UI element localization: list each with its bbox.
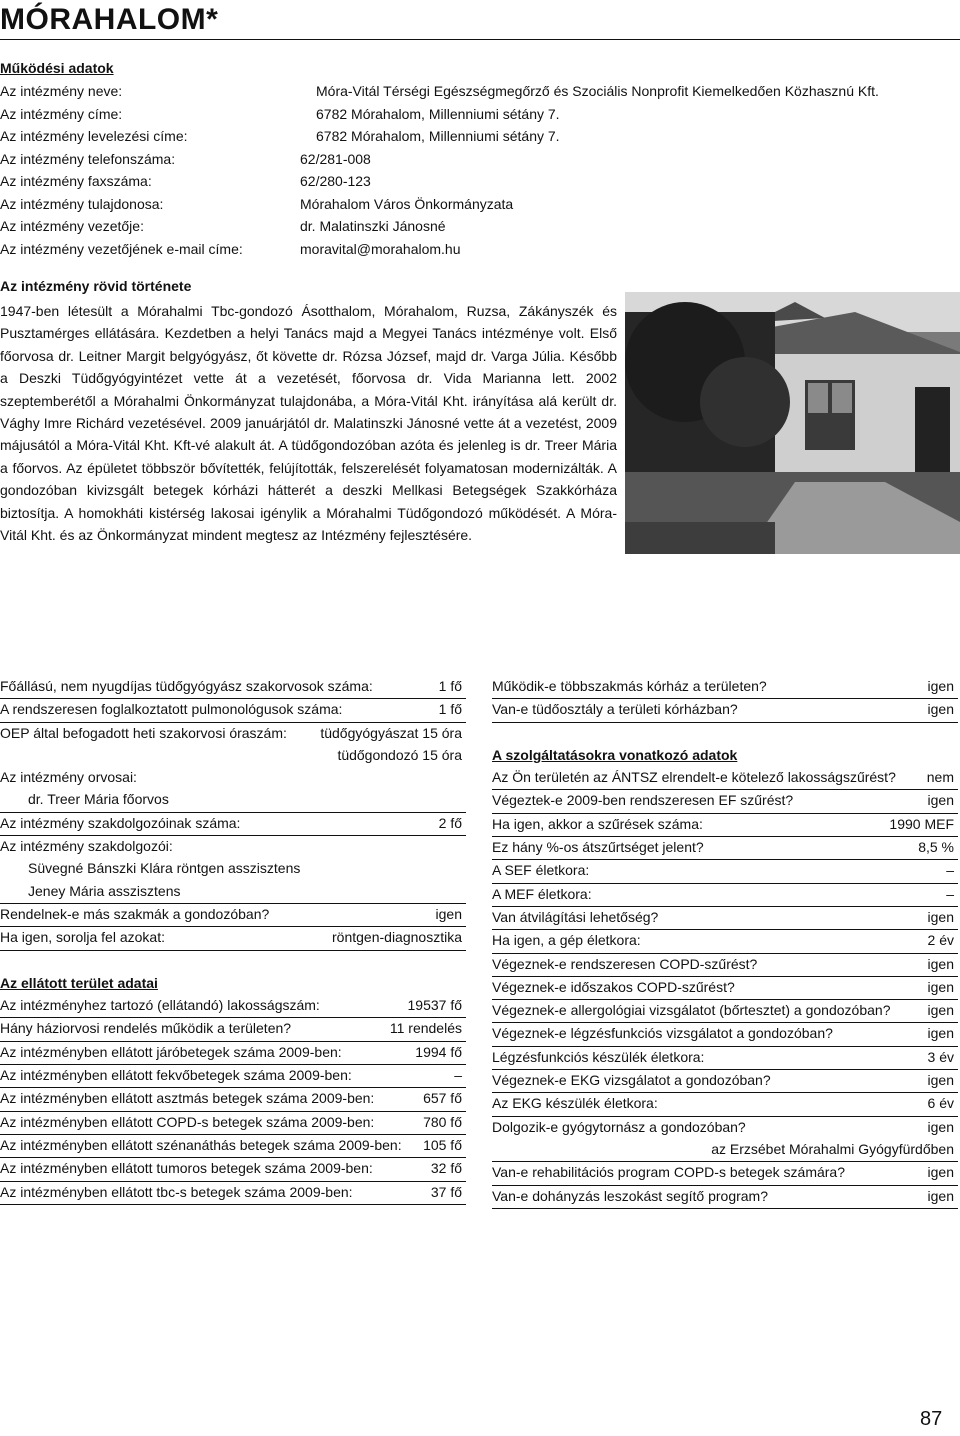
op-row bbox=[0, 150, 960, 173]
data-row bbox=[0, 1112, 466, 1135]
row-value: igen bbox=[927, 978, 954, 995]
row-value: 3 év bbox=[927, 1048, 954, 1065]
op-value: Móra-Vitál Térségi Egészségmegőrző és Szociális Nonprofit Kiemelkedően Közhasznú Kft. bbox=[316, 83, 879, 99]
row-value: 1 fő bbox=[438, 701, 462, 718]
data-row bbox=[0, 995, 466, 1018]
row-label: Ez hány %-os átszűrtséget jelent? bbox=[492, 839, 704, 856]
row-value: igen bbox=[927, 1072, 954, 1089]
data-row bbox=[492, 699, 958, 722]
data-row bbox=[492, 884, 958, 907]
row-label: Az EKG készülék életkora: bbox=[492, 1095, 658, 1112]
data-row bbox=[0, 813, 466, 836]
row-label: A rendszeresen foglalkoztatott pulmonológusok száma: bbox=[0, 701, 343, 718]
row-value: igen bbox=[927, 1164, 954, 1181]
op-row bbox=[0, 105, 960, 128]
data-row bbox=[0, 1042, 466, 1065]
data-row bbox=[0, 1182, 466, 1205]
row-label: Az intézményben ellátott asztmás betegek száma 2009-ben: bbox=[0, 1090, 375, 1107]
row-label: A SEF életkora: bbox=[492, 862, 590, 879]
op-row bbox=[0, 82, 960, 105]
operating-data-list bbox=[0, 82, 960, 262]
data-row bbox=[0, 1088, 466, 1111]
row-label: Az intézmény szakdolgozóinak száma: bbox=[0, 814, 241, 831]
history-heading: Az intézmény rövid története bbox=[0, 278, 192, 294]
row-value: tüdőgyógyászat 15 óra bbox=[320, 724, 462, 741]
row-value: 657 fő bbox=[423, 1090, 462, 1107]
op-value: dr. Malatinszki Jánosné bbox=[300, 218, 446, 234]
staff-item: Süvegné Bánszki Klára röntgen asszisztens bbox=[28, 860, 301, 877]
row-value: igen bbox=[927, 1187, 954, 1204]
op-label: Az intézmény vezetőjének e-mail címe: bbox=[0, 240, 243, 257]
data-row bbox=[492, 1000, 958, 1023]
row-label: Az intézményben ellátott fekvőbetegek száma 2009-ben: bbox=[0, 1067, 352, 1084]
row-label: Van-e rehabilitációs program COPD-s betegek számára? bbox=[492, 1164, 846, 1181]
row-label: Hány háziorvosi rendelés működik a területen? bbox=[0, 1020, 292, 1037]
row-label: Végeznek-e rendszeresen COPD-szűrést? bbox=[492, 955, 758, 972]
row-value: igen bbox=[927, 955, 954, 972]
page-title: MÓRAHALOM* bbox=[0, 3, 219, 36]
doctors-label: Az intézmény orvosai: bbox=[0, 769, 137, 786]
op-row bbox=[0, 240, 960, 263]
op-label: Az intézmény levelezési címe: bbox=[0, 128, 188, 144]
row-label: Az Ön területén az ÁNTSZ elrendelt-e kötelező lakosságszűrést? bbox=[492, 769, 896, 786]
row-label: Az intézményben ellátott szénanáthás betegek száma 2009-ben: bbox=[0, 1136, 402, 1153]
row-value: 37 fő bbox=[430, 1183, 462, 1200]
row-value: – bbox=[946, 885, 954, 902]
op-value: 6782 Mórahalom, Millenniumi sétány 7. bbox=[316, 128, 560, 144]
row-label: Végeznek-e időszakos COPD-szűrést? bbox=[492, 978, 735, 995]
row-value: 11 rendelés bbox=[389, 1020, 462, 1037]
right-column bbox=[492, 676, 958, 1209]
row-label: Végeznek-e EKG vizsgálatot a gondozóban? bbox=[492, 1072, 771, 1089]
row-value: igen bbox=[927, 678, 954, 694]
op-label: Az intézmény címe: bbox=[0, 105, 123, 122]
row-value: igen bbox=[927, 792, 954, 809]
data-row bbox=[492, 676, 958, 699]
op-row bbox=[0, 195, 960, 218]
row-label: Dolgozik-e gyógytornász a gondozóban? bbox=[492, 1118, 746, 1135]
op-value: moravital@morahalom.hu bbox=[300, 240, 461, 257]
data-row bbox=[0, 1135, 466, 1158]
data-row bbox=[0, 1018, 466, 1041]
row-label: OEP által befogadott heti szakorvosi óraszám: bbox=[0, 724, 287, 741]
data-row bbox=[0, 699, 466, 722]
operating-data-heading: Működési adatok bbox=[0, 60, 114, 76]
row-value: igen bbox=[927, 1002, 954, 1019]
row-label: Az intézményhez tartozó (ellátandó) lakosságszám: bbox=[0, 997, 320, 1014]
row-value: 1 fő bbox=[438, 678, 462, 694]
data-row bbox=[0, 676, 466, 699]
doctor-item: dr. Treer Mária főorvos bbox=[0, 789, 466, 812]
row-label: Van-e tüdőosztály a területi kórházban? bbox=[492, 701, 738, 718]
row-label: Rendelnek-e más szakmák a gondozóban? bbox=[0, 905, 270, 922]
row-label: Főállású, nem nyugdíjas tüdőgyógyász szakorvosok száma: bbox=[0, 678, 373, 694]
data-row bbox=[492, 954, 958, 977]
op-label: Az intézmény neve: bbox=[0, 83, 123, 99]
op-value: 62/280-123 bbox=[300, 173, 371, 189]
op-value: 6782 Mórahalom, Millenniumi sétány 7. bbox=[316, 105, 560, 122]
op-value: 62/281-008 bbox=[300, 150, 371, 167]
row-label: Van átvilágítási lehetőség? bbox=[492, 908, 659, 925]
row-label: Az intézményben ellátott tumoros betegek száma 2009-ben: bbox=[0, 1160, 373, 1177]
row-value: 1990 MEF bbox=[889, 815, 954, 832]
row-value: 1994 fő bbox=[415, 1043, 462, 1060]
data-row bbox=[492, 1093, 958, 1116]
row-label: A MEF életkora: bbox=[492, 885, 592, 902]
op-value: Mórahalom Város Önkormányzata bbox=[300, 195, 514, 212]
data-row bbox=[492, 814, 958, 837]
data-row bbox=[492, 767, 958, 790]
row-value: 32 fő bbox=[430, 1160, 462, 1177]
row-label: Az intézményben ellátott COPD-s betegek száma 2009-ben: bbox=[0, 1113, 375, 1130]
row-value: igen bbox=[927, 908, 954, 925]
op-label: Az intézmény tulajdonosa: bbox=[0, 195, 164, 212]
op-label: Az intézmény faxszáma: bbox=[0, 173, 152, 189]
row-value: – bbox=[454, 1067, 462, 1084]
data-row bbox=[0, 1158, 466, 1181]
row-label: Ha igen, a gép életkora: bbox=[492, 932, 641, 949]
row-value: röntgen-diagnosztika bbox=[332, 929, 462, 946]
row-value: 6 év bbox=[927, 1095, 954, 1112]
row-label: Van-e dohányzás leszokást segítő program? bbox=[492, 1187, 769, 1204]
row-value: 2 év bbox=[927, 932, 954, 949]
row-value-continued: tüdőgondozó 15 óra bbox=[337, 746, 462, 763]
data-row bbox=[0, 904, 466, 927]
row-value: nem bbox=[926, 769, 954, 786]
row-label: Az intézményben ellátott járóbetegek száma 2009-ben: bbox=[0, 1043, 342, 1060]
data-row bbox=[492, 1186, 958, 1209]
data-row bbox=[492, 930, 958, 953]
data-row bbox=[492, 860, 958, 883]
data-row bbox=[492, 977, 958, 1000]
history-text: 1947-ben létesült a Mórahalmi Tbc-gondozó Ásotthalom, Mórahalom, Ruzsa, Zákányszék és Pusztamérges ellátására. Kezdetben a helyi Tanács majd a Megyei Tanács intézménye volt. Első főorvosa dr. Leitner Margit belgyógyász, őt követte dr. Rózsa József, majd dr. Varga Júlia. Később a Deszki Tüdőgyógyintézet vette át a vezetését, főorvosa dr. Vida Marianna lett. 2002 szeptemberétől a Mórahalmi Önkormányzat tulajdonába, a Móra-Vitál Kht. irányítása alá került dr. Vághy Imre Richárd vezetésével. 2009 januárjától dr. Malatinszki Jánosné vette át a vezetést, 2009 májusától a Móra-Vitál Kht. Kft-vé alakult át. A tüdőgondozóban azóta és jelenleg is dr. Treer Mária a főorvos. Az épületet többször bővítették, felújították, felszerelését folyamatosan modernizálták. A gondozóban kivizsgált betegek kórházi hátterét a deszki Mellkasi Betegségek Szakkórháza biztosítja. A homokháti kistérség lakosai igénylik a Mórahalmi Tüdőgondozó működését. A Móra-Vitál Kht. és az Önkormányzat mindent megtesz az Intézmény fejlesztésére. bbox=[0, 303, 617, 544]
row-label: Ha igen, akkor a szűrések száma: bbox=[492, 815, 703, 832]
op-row bbox=[0, 217, 960, 240]
physio-location: az Erzsébet Mórahalmi Gyógyfürdőben bbox=[492, 1139, 958, 1162]
row-value: – bbox=[946, 862, 954, 879]
row-label: Végeztek-e 2009-ben rendszeresen EF szűrést? bbox=[492, 792, 794, 809]
row-value: 8,5 % bbox=[918, 839, 954, 856]
data-row bbox=[492, 1047, 958, 1070]
row-label: Végeznek-e légzésfunkciós vizsgálatot a gondozóban? bbox=[492, 1025, 833, 1042]
building-photo bbox=[625, 292, 960, 554]
area-heading: Az ellátott terület adatai bbox=[0, 974, 158, 991]
staff-label: Az intézmény szakdolgozói: bbox=[0, 838, 173, 855]
row-value: 780 fő bbox=[423, 1113, 462, 1130]
op-label: Az intézmény vezetője: bbox=[0, 218, 144, 234]
data-row bbox=[492, 1117, 958, 1139]
data-row bbox=[0, 723, 466, 745]
data-row bbox=[0, 1065, 466, 1088]
row-label: Működik-e többszakmás kórház a területen? bbox=[492, 678, 767, 694]
data-row bbox=[492, 837, 958, 860]
data-row bbox=[492, 1070, 958, 1093]
row-value: 2 fő bbox=[438, 814, 462, 831]
row-label: Ha igen, sorolja fel azokat: bbox=[0, 929, 165, 946]
row-value: igen bbox=[927, 1118, 954, 1135]
services-heading: A szolgáltatásokra vonatkozó adatok bbox=[492, 746, 738, 763]
row-value: igen bbox=[927, 1025, 954, 1042]
page-number: 87 bbox=[920, 1408, 943, 1430]
data-row bbox=[492, 907, 958, 930]
data-row bbox=[492, 790, 958, 813]
op-label: Az intézmény telefonszáma: bbox=[0, 150, 176, 167]
staff-item: Jeney Mária asszisztens bbox=[0, 881, 466, 904]
row-value: igen bbox=[927, 701, 954, 718]
row-value: 105 fő bbox=[423, 1136, 462, 1153]
row-value: igen bbox=[435, 905, 462, 922]
row-label: Végeznek-e allergológiai vizsgálatot (bőrtesztet) a gondozóban? bbox=[492, 1002, 891, 1019]
data-row bbox=[492, 1023, 958, 1046]
op-row bbox=[0, 127, 960, 150]
row-value: 19537 fő bbox=[407, 997, 462, 1014]
row-label: Légzésfunkciós készülék életkora: bbox=[492, 1048, 705, 1065]
row-label: Az intézményben ellátott tbc-s betegek száma 2009-ben: bbox=[0, 1183, 353, 1200]
data-row bbox=[0, 927, 466, 950]
title-rule bbox=[0, 39, 960, 40]
data-row bbox=[492, 1162, 958, 1185]
left-column bbox=[0, 676, 466, 1205]
op-row bbox=[0, 172, 960, 195]
